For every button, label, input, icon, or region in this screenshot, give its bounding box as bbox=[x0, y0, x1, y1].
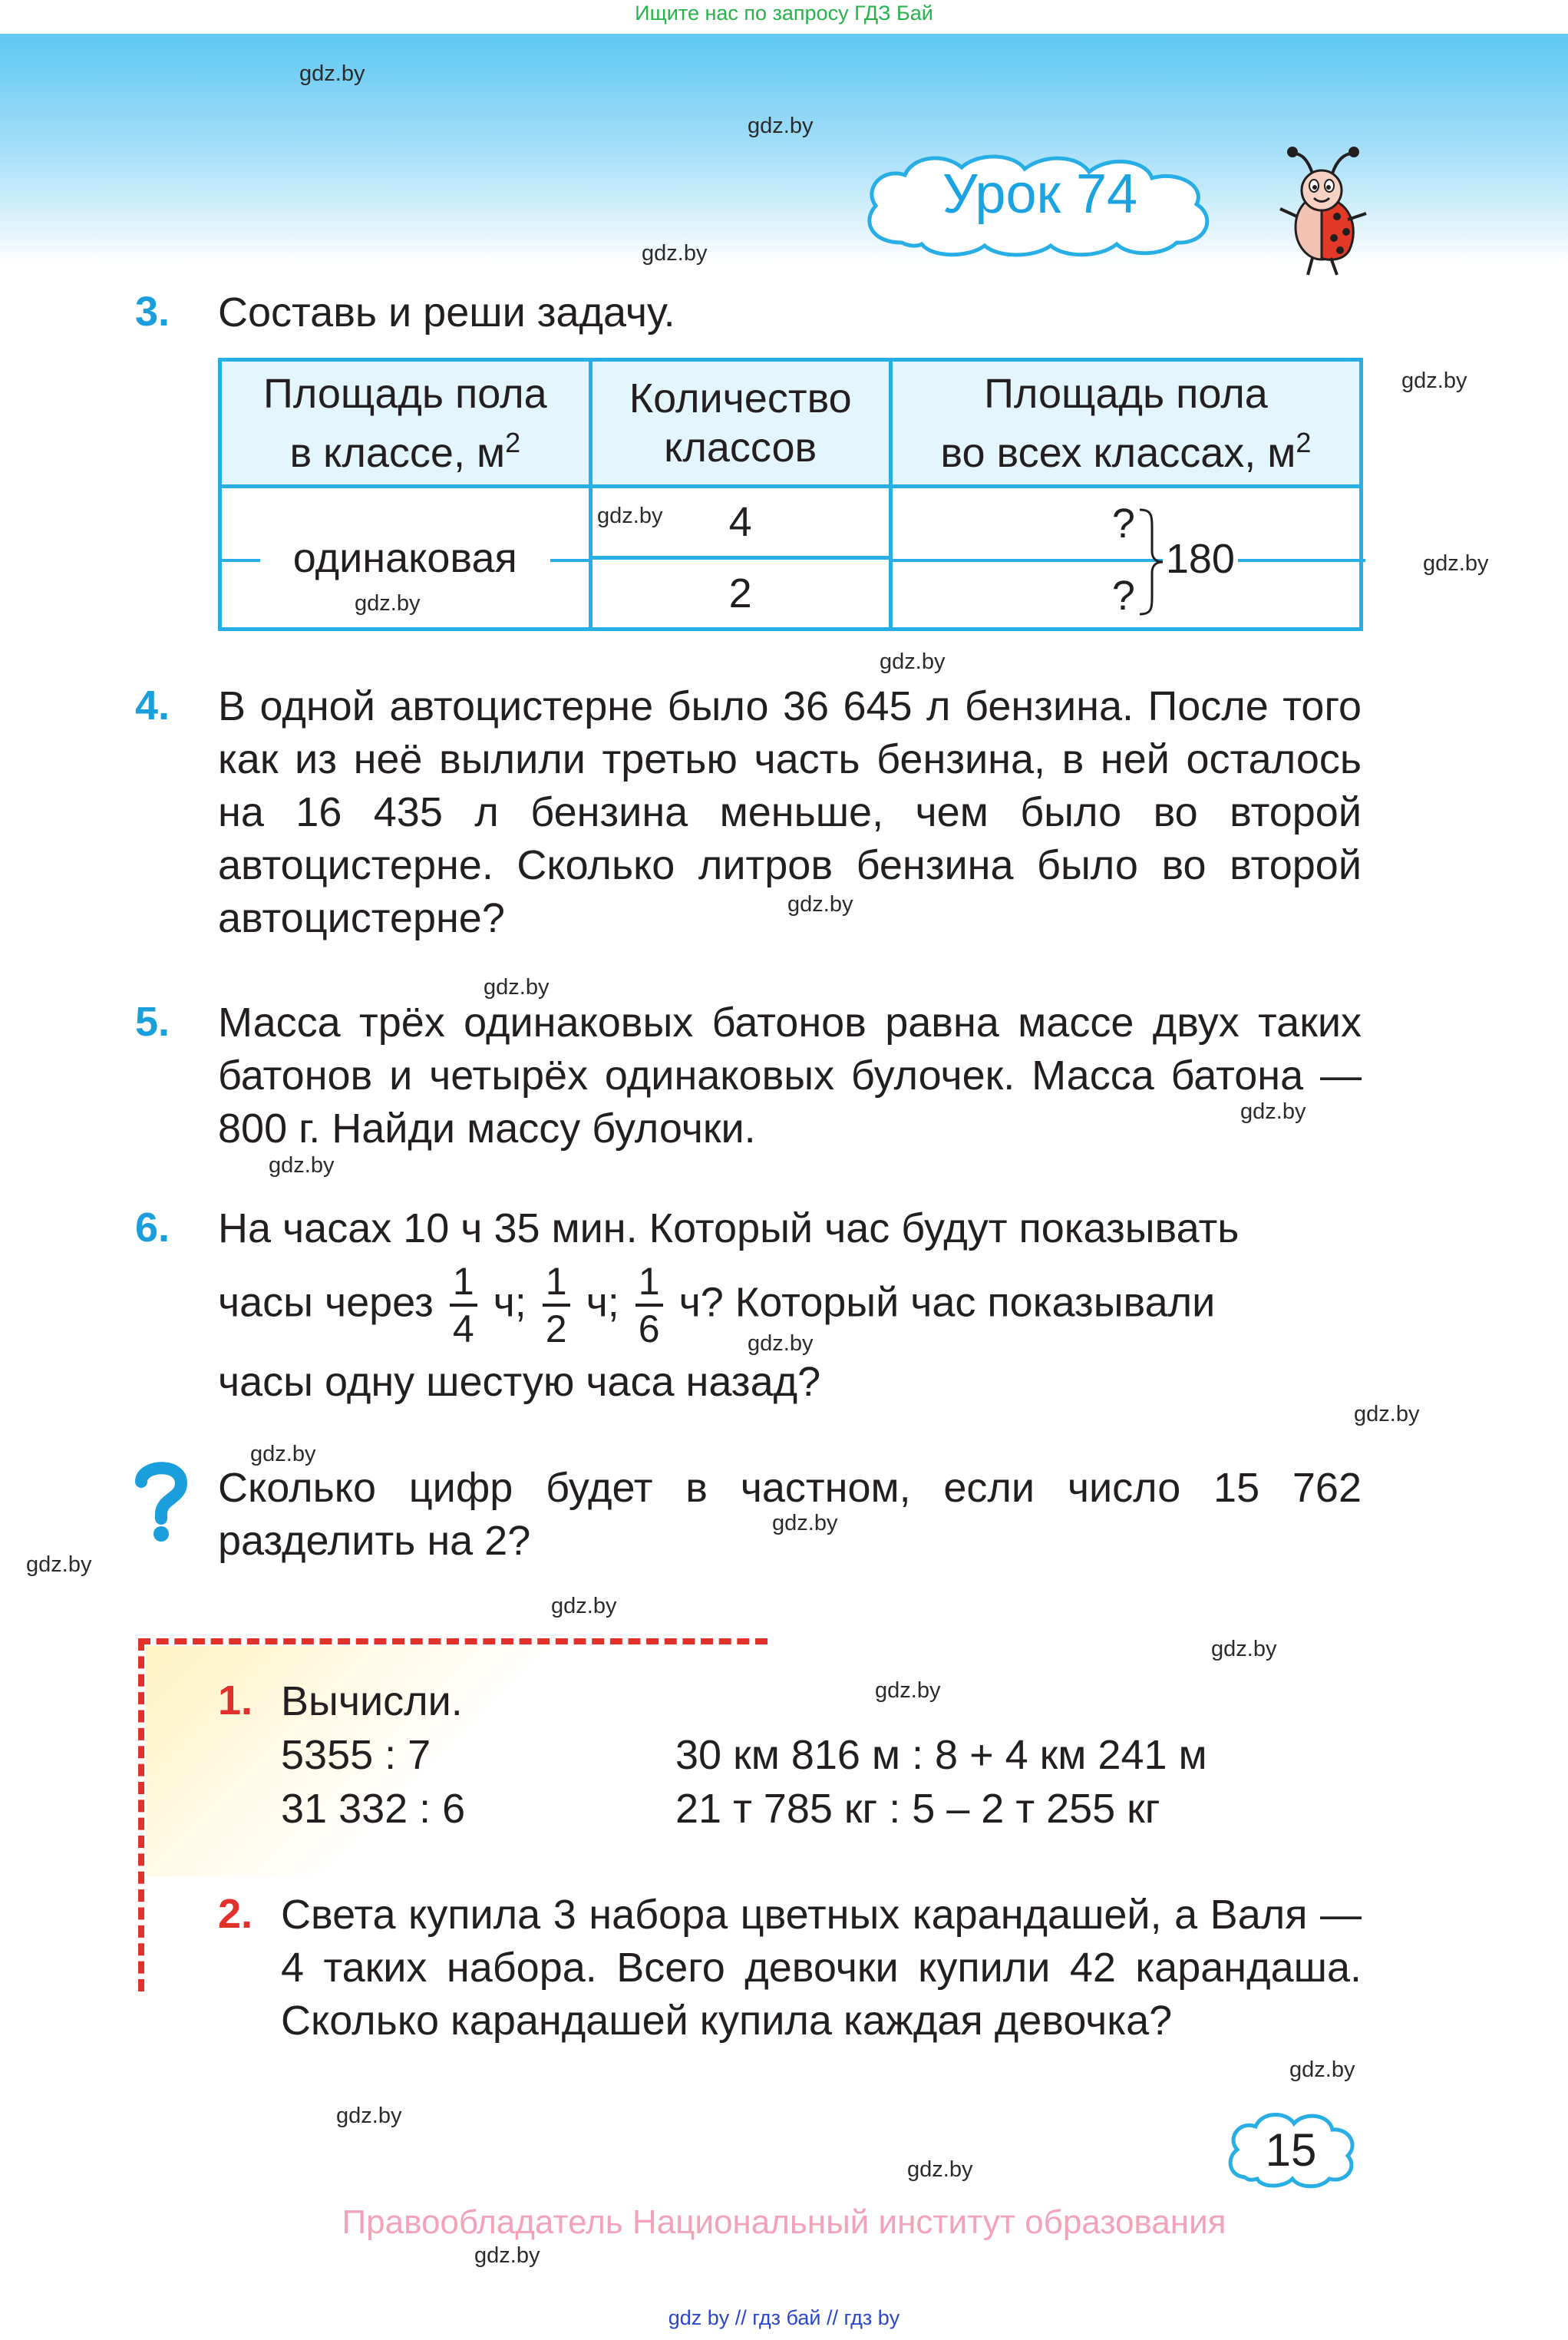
watermark: gdz.by bbox=[474, 2243, 540, 2268]
header-total-area bbox=[890, 360, 1361, 487]
fraction-separator: ч; bbox=[586, 1279, 619, 1326]
watermark: gdz.by bbox=[1423, 551, 1489, 576]
header-area-per-class bbox=[220, 360, 591, 487]
task-3-number: 3. bbox=[135, 289, 170, 335]
review-task-2-number: 2. bbox=[218, 1891, 253, 1937]
cell-count-2: 2 bbox=[590, 558, 890, 630]
question-text: Сколько цифр будет в частном, если число 15 762 разделить на 2? bbox=[218, 1465, 1362, 1564]
header-line: в классе, м bbox=[289, 429, 506, 476]
numerator: 1 bbox=[543, 1259, 570, 1307]
lesson-title: Урок 74 bbox=[942, 164, 1138, 225]
watermark: gdz.by bbox=[1354, 1402, 1420, 1426]
watermark: gdz.by bbox=[355, 591, 421, 616]
fraction-half bbox=[543, 1259, 570, 1351]
watermark: gdz.by bbox=[597, 504, 663, 528]
cell-count-1: 4 bbox=[590, 487, 890, 558]
watermark: gdz.by bbox=[907, 2157, 973, 2182]
watermark: gdz.by bbox=[26, 1552, 92, 1577]
area-value: одинаковая bbox=[292, 534, 517, 581]
watermark: gdz.by bbox=[551, 1594, 617, 1618]
watermark: gdz.by bbox=[875, 1678, 941, 1703]
header-line: Площадь пола bbox=[984, 370, 1268, 417]
numerator: 1 bbox=[450, 1259, 477, 1307]
task-6-line-3: часы одну шестую часа назад? bbox=[218, 1359, 821, 1405]
expression-4: 21 т 785 кг : 5 – 2 т 255 кг bbox=[675, 1786, 1160, 1832]
watermark: gdz.by bbox=[772, 1511, 838, 1535]
review-frame-top bbox=[138, 1638, 767, 1644]
watermark: gdz.by bbox=[299, 61, 365, 86]
task-6-post: ч? Который час показывали bbox=[678, 1279, 1216, 1326]
watermark: gdz.by bbox=[1401, 369, 1467, 393]
task-6-pre: часы через bbox=[218, 1279, 434, 1326]
footer-links: gdz by // гдз бай // гдз by bbox=[668, 2306, 900, 2329]
denominator: 6 bbox=[638, 1307, 660, 1350]
denominator: 2 bbox=[545, 1307, 567, 1350]
ladybug-icon bbox=[1274, 143, 1374, 281]
watermark: gdz.by bbox=[484, 975, 550, 1000]
unknown-2: ? bbox=[1111, 573, 1135, 619]
fraction-sixth bbox=[635, 1259, 663, 1351]
top-note: Ищите нас по запросу ГДЗ Бай bbox=[635, 2, 933, 25]
task-5-text: Масса трёх одинаковых батонов равна массе двух таких батонов и четырёх одинаковых булочек. Масса батона — 800 г. Найди массу булочки. bbox=[218, 1000, 1362, 1152]
expression-1: 5355 : 7 bbox=[281, 1732, 431, 1778]
watermark: gdz.by bbox=[642, 241, 708, 266]
task-6-line-1: На часах 10 ч 35 мин. Который час будут показывать bbox=[218, 1205, 1240, 1251]
review-task-1-title: Вычисли. bbox=[281, 1678, 463, 1724]
review-frame-left bbox=[138, 1638, 144, 1991]
header-line: Площадь пола bbox=[262, 370, 547, 417]
task-6-number: 6. bbox=[135, 1205, 170, 1251]
page-number: 15 bbox=[1265, 2124, 1317, 2176]
task-3-text: Составь и реши задачу. bbox=[218, 289, 675, 335]
header-line: Количество bbox=[629, 375, 852, 421]
fraction-quarter bbox=[450, 1259, 477, 1351]
unknown-1: ? bbox=[1111, 501, 1135, 547]
watermark: gdz.by bbox=[1289, 2057, 1355, 2082]
watermark: gdz.by bbox=[1211, 1637, 1277, 1661]
watermark: gdz.by bbox=[269, 1153, 335, 1178]
fraction-separator: ч; bbox=[493, 1279, 527, 1326]
task-4-number: 4. bbox=[135, 682, 170, 729]
expression-2: 30 км 816 м : 8 + 4 км 241 м bbox=[675, 1732, 1207, 1778]
watermark: gdz.by bbox=[748, 1331, 814, 1356]
task-5-number: 5. bbox=[135, 999, 170, 1045]
total-value: 180 bbox=[1163, 534, 1238, 583]
expression-3: 31 332 : 6 bbox=[281, 1786, 466, 1832]
dash-left bbox=[222, 559, 260, 562]
unit-exponent: 2 bbox=[1296, 426, 1312, 458]
question-mark-icon bbox=[130, 1459, 192, 1543]
copyright-note: Правообладатель Национальный институт образования bbox=[342, 2203, 1226, 2241]
review-task-2-text: Света купила 3 набора цветных карандашей, а Валя — 4 таких набора. Всего девочки купили 42 карандаша. Сколько карандашей купила каждая девочка? bbox=[281, 1892, 1362, 2044]
task-4-text: В одной автоцистерне было 36 645 л бензина. После того как из неё вылили третью часть бензина, в ней осталось на 16 435 л бензина меньше, чем было во второй автоцистерне. Сколько литров бензина было во второй автоцистерне? bbox=[218, 683, 1362, 941]
watermark: gdz.by bbox=[1240, 1099, 1306, 1124]
numerator: 1 bbox=[635, 1259, 663, 1307]
dash-total bbox=[1250, 559, 1365, 562]
watermark: gdz.by bbox=[787, 892, 853, 917]
cell-total-area bbox=[890, 487, 1361, 630]
header-class-count bbox=[590, 360, 890, 487]
header-line: во всех классах, м bbox=[940, 429, 1296, 476]
task-3-table bbox=[218, 358, 1363, 631]
watermark: gdz.by bbox=[880, 649, 946, 674]
dash-right bbox=[550, 559, 589, 562]
header-line: классов bbox=[664, 425, 817, 471]
review-task-1-number: 1. bbox=[218, 1677, 253, 1724]
watermark: gdz.by bbox=[336, 2104, 402, 2128]
denominator: 4 bbox=[452, 1307, 474, 1350]
watermark: gdz.by bbox=[748, 114, 814, 138]
unit-exponent: 2 bbox=[505, 426, 521, 458]
watermark: gdz.by bbox=[250, 1442, 316, 1466]
